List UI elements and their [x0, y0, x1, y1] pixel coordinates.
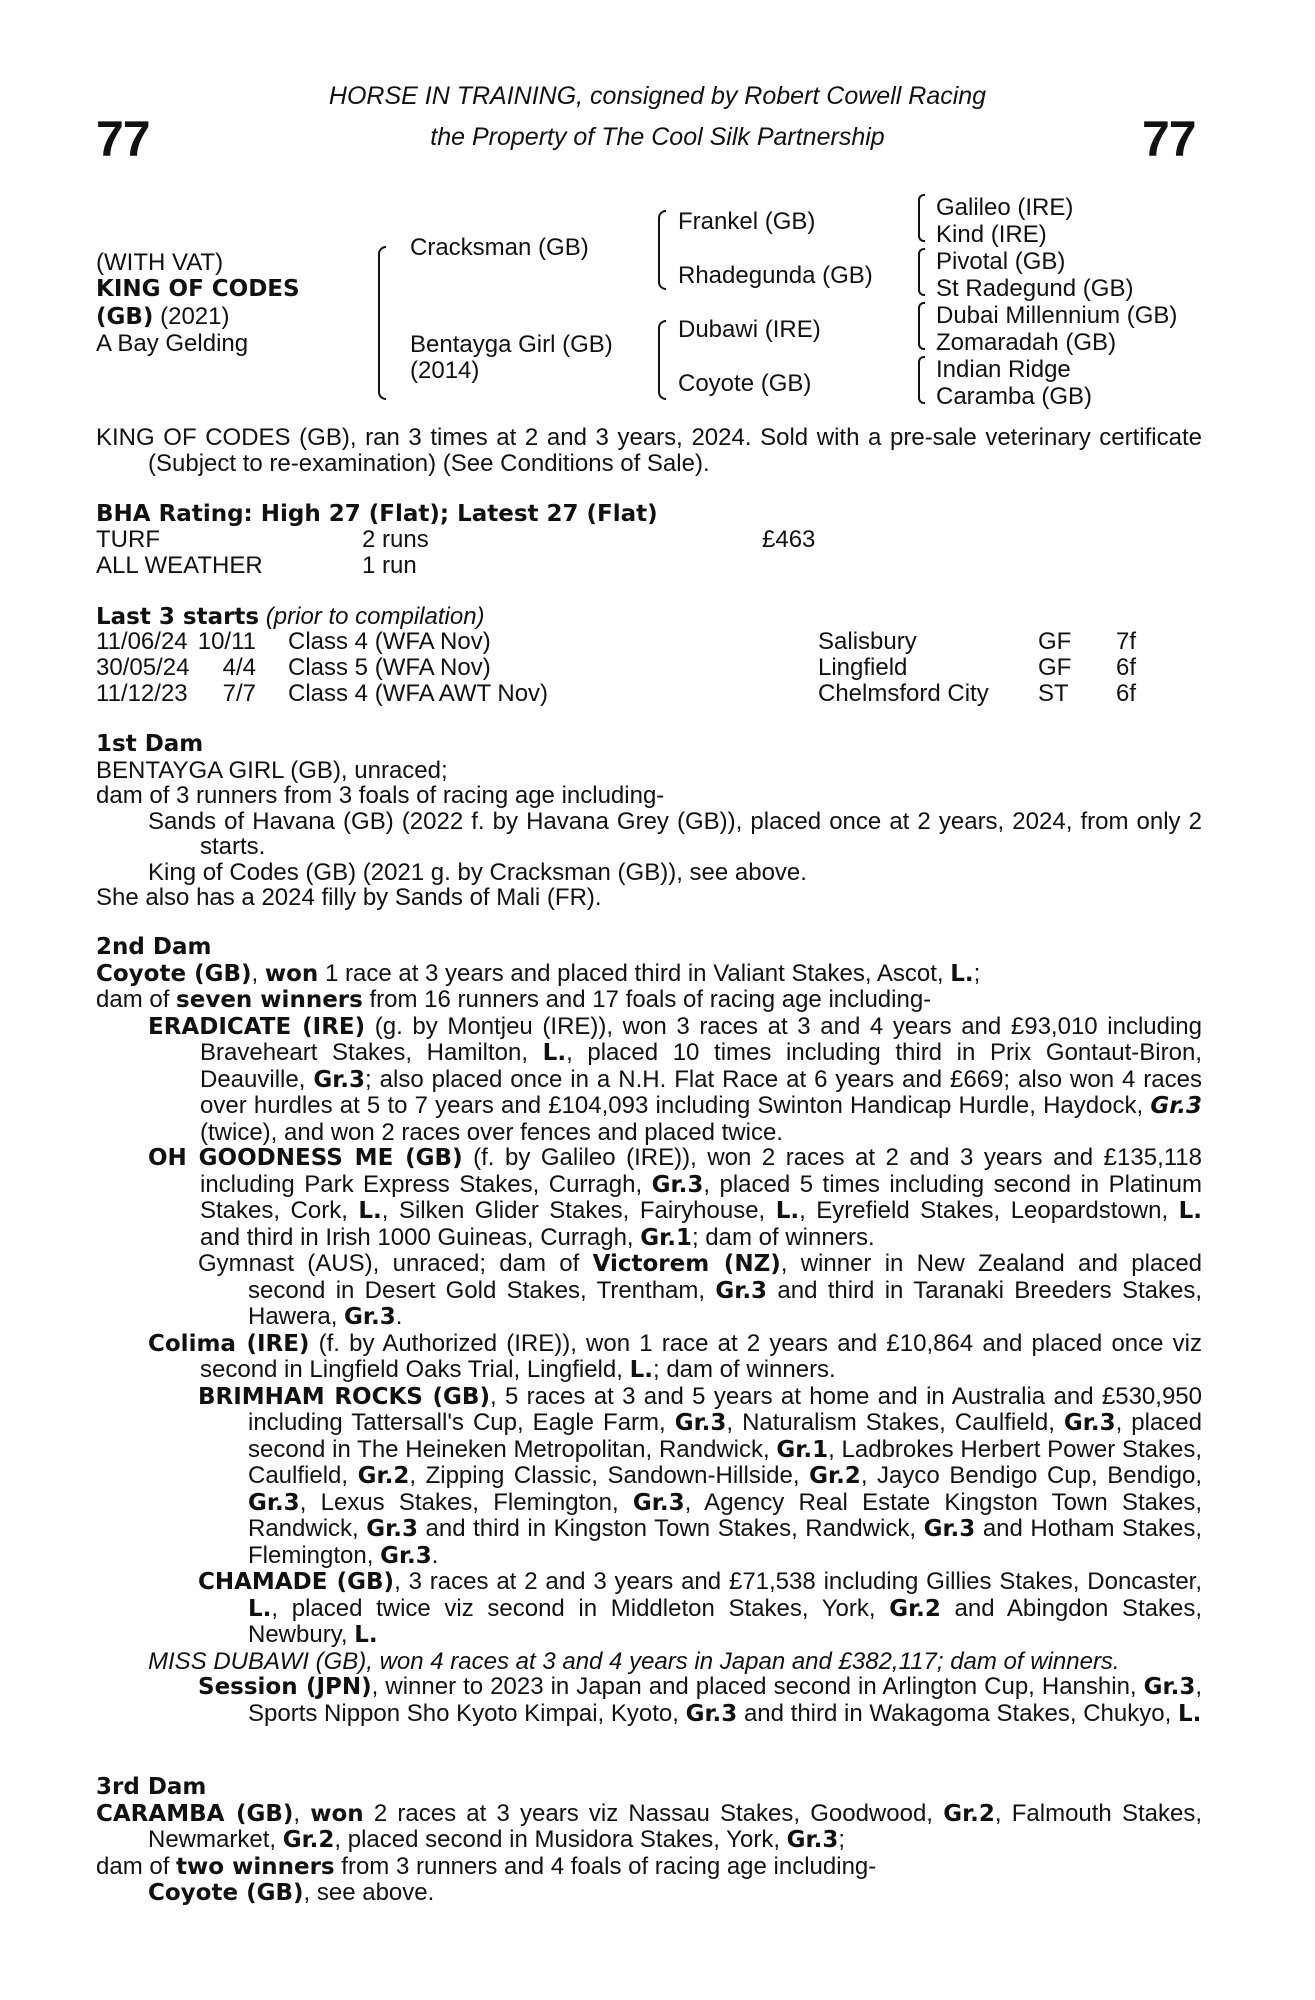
oh-goodness-me-entry: OH GOODNESS ME (GB) (f. by Galileo (IRE)), won 2 races at 2 and 3 years and £135,118 including Park Express Stakes, Curragh, Gr.3, placed 5 times including second in Platinum Stakes, Cork, L., Silken Glider Stakes, Fairyhouse, L., Eyrefield Stakes, Leopardstown, L. and third in Irish 1000 Guineas, Curragh, Gr.1; dam of winners. — [148, 1144, 1203, 1251]
caramba-entry: CARAMBA (GB), won 2 races at 3 years viz Nassau Stakes, Goodwood, Gr.2, Falmouth Stakes, Newmarket, Gr.2, placed second in Musidora Stakes, York, Gr.3; — [96, 1799, 1203, 1853]
gen3-4: St Radegund (GB) — [936, 275, 1134, 302]
lot-number-left: 77 — [96, 111, 150, 167]
start-pos: 10/11 — [197, 628, 256, 655]
pedigree-brace-5 — [918, 248, 925, 296]
start-date: 11/12/23 — [96, 680, 188, 707]
header-property: the Property of The Cool Silk Partnership — [430, 123, 885, 151]
start-race: Class 4 (WFA Nov) — [288, 628, 491, 655]
miss-dubawi-entry: MISS DUBAWI (GB), won 4 races at 3 and 4 years in Japan and £382,117; dam of winners. — [148, 1647, 1120, 1675]
gen3-2: Kind (IRE) — [936, 221, 1047, 248]
start-going: ST — [1038, 680, 1069, 707]
gen3-3: Pivotal (GB) — [936, 248, 1066, 275]
start-pos: 4/4 — [222, 654, 256, 681]
start-going: GF — [1038, 654, 1072, 681]
pedigree-brace-4 — [918, 194, 925, 242]
third-dam-heading: 3rd Dam — [96, 1774, 207, 1800]
gen3-7: Indian Ridge — [936, 356, 1071, 383]
dam: Bentayga Girl (GB) — [410, 331, 613, 358]
start-course: Chelmsford City — [818, 680, 989, 707]
horse-country-year: (GB) (2021) — [96, 303, 230, 330]
eradicate-entry: ERADICATE (IRE) (g. by Montjeu (IRE)), won 3 races at 3 and 4 years and £93,010 including Braveheart Stakes, Hamilton, L., placed 10 times including third in Prix Gontaut-Biron, Deauville, Gr.3; also placed once in a N.H. Flat Race at 6 years and £669; also won 4 races over hurdles at 5 to 7 years and £104,093 including Swinton Handicap Hurdle, Haydock, Gr.3 (twice), and won 2 races over fences and placed twice. — [148, 1012, 1203, 1146]
horse-name: KING OF CODES — [96, 276, 300, 302]
gen3-8: Caramba (GB) — [936, 383, 1093, 410]
start-date: 11/06/24 — [96, 628, 188, 655]
start-course: Salisbury — [818, 628, 917, 655]
turf-prize: £463 — [762, 526, 816, 553]
start-race: Class 4 (WFA AWT Nov) — [288, 680, 549, 707]
turf-runs: 2 runs — [362, 526, 429, 553]
pedigree-brace-3 — [658, 320, 666, 400]
start-going: GF — [1038, 628, 1072, 655]
start-dist: 6f — [1116, 680, 1137, 707]
lot-number-right: 77 — [1142, 111, 1196, 167]
colima-entry: Colima (IRE) (f. by Authorized (IRE)), won 1 race at 2 years and £10,864 and placed once viz second in Lingfield Oaks Trial, Lingfield, L.; dam of winners. — [148, 1329, 1202, 1383]
pedigree-brace-7 — [918, 356, 925, 404]
vat-note: (WITH VAT) — [96, 249, 224, 276]
sire: Cracksman (GB) — [410, 234, 589, 261]
start-date: 30/05/24 — [96, 654, 190, 681]
dam-year: (2014) — [410, 357, 480, 384]
coyote-line: Coyote (GB), won 1 race at 3 years and placed third in Valiant Stakes, Ascot, L.; — [96, 959, 981, 987]
last-starts-heading: Last 3 starts (prior to compilation) — [96, 603, 485, 630]
sire-sire: Frankel (GB) — [678, 208, 816, 235]
header-consignor: HORSE IN TRAINING, consigned by Robert Cowell Racing — [328, 82, 987, 110]
gen3-1: Galileo (IRE) — [936, 194, 1074, 221]
gen3-6: Zomaradah (GB) — [936, 329, 1117, 356]
start-dist: 7f — [1116, 628, 1137, 655]
bha-rating-title: BHA Rating: High 27 (Flat); Latest 27 (Flat) — [96, 501, 658, 527]
start-dist: 6f — [1116, 654, 1137, 681]
third-dam-section: 3rd Dam CARAMBA (GB), won 2 races at 3 years viz Nassau Stakes, Goodwood, Gr.2, Falmouth Stakes, Newmarket, Gr.2, placed second in Musidora Stakes, York, Gr.3; dam of two winners from 3 runners and 4 foals of racing age including- Coyote (GB), see above. — [96, 1774, 1203, 1906]
pedigree-brace-2 — [658, 210, 666, 290]
dam-dam: Coyote (GB) — [678, 370, 812, 397]
pedigree-brace-1 — [378, 246, 386, 400]
race-summary: KING OF CODES (GB), ran 3 times at 2 and 3 years, 2024. Sold with a pre-sale veterinary certificate (Subject to re-examination) (See Conditions of Sale). — [96, 424, 1202, 477]
first-dam-section: 1st Dam BENTAYGA GIRL (GB), unraced; dam of 3 runners from 3 foals of racing age including- Sands of Havana (GB) (2022 f. by Havana Grey (GB)), placed once at 2 years, 2024, from only 2 starts. King of Codes (GB) (2021 g. by Cracksman (GB)), see above. She also has a 2024 filly by Sands of Mali (FR). — [96, 731, 1202, 911]
second-dam-heading: 2nd Dam — [96, 934, 212, 960]
start-race: Class 5 (WFA Nov) — [288, 654, 491, 681]
start-pos: 7/7 — [222, 680, 256, 707]
first-dam-heading: 1st Dam — [96, 731, 204, 757]
aw-label: ALL WEATHER — [96, 552, 263, 579]
aw-runs: 1 run — [362, 552, 417, 579]
brimham-rocks-entry: BRIMHAM ROCKS (GB), 5 races at 3 and 5 years at home and in Australia and £530,950 including Tattersall's Cup, Eagle Farm, Gr.3, Naturalism Stakes, Caulfield, Gr.3, placed second in The Heineken Metropolitan, Randwick, Gr.1, Ladbrokes Herbert Power Stakes, Caulfield, Gr.2, Zipping Classic, Sandown-Hillside, Gr.2, Jayco Bendigo Cup, Bendigo, Gr.3, Lexus Stakes, Flemington, Gr.3, Agency Real Estate Kingston Town Stakes, Randwick, Gr.3 and third in Kingston Town Stakes, Randwick, Gr.3 and Hotham Stakes, Flemington, Gr.3. — [198, 1382, 1203, 1569]
session-entry: Session (JPN), winner to 2023 in Japan and placed second in Arlington Cup, Hanshin, Gr.3, Sports Nippon Sho Kyoto Kimpai, Kyoto, Gr.3 and third in Wakagoma Stakes, Chukyo, L. — [198, 1673, 1202, 1727]
start-course: Lingfield — [818, 654, 908, 681]
second-dam-section: 2nd Dam Coyote (GB), won 1 race at 3 years and placed third in Valiant Stakes, Ascot, L.; dam of seven winners from 16 runners and 17 foals of racing age including- ERADICATE (IRE) (g. by Montjeu (IRE)), won 3 races at 3 and 4 years and £93,010 including Braveheart Stakes, Hamilton, L., placed 10 times including third in Prix Gontaut-Biron, Deauville, Gr.3; also placed once in a N.H. Flat Race at 6 years and £669; also won 4 races over hurdles at 5 to 7 years and £104,093 including Swinton Handicap Hurdle, Haydock, Gr.3 (twice), and won 2 races over fences and placed twice. OH GOODNESS ME (GB) (f. by Galileo (IRE)), won 2 races at 2 and 3 years and £135,118 including Park Express Stakes, Curragh, Gr.3, placed 5 times including second in Platinum Stakes, Cork, L., Silken Glider Stakes, Fairyhouse, L., Eyrefield Stakes, Leopardstown, L. and third in Irish 1000 Guineas, Curragh, Gr.1; dam of winners. Gymnast (AUS), unraced; dam of Victorem (NZ), winner in New Zealand and placed second in Desert Gold Stakes, Trentham, Gr.3 and third in Taranaki Breeders Stakes, Hawera, Gr.3. Colima (IRE) (f. by Authorized (IRE)), won 1 race at 2 years and £10,864 and placed once viz second in Lingfield Oaks Trial, Lingfield, L.; dam of winners. BRIMHAM ROCKS (GB), 5 races at 3 and 5 years at home and in Australia and £530,950 including Tattersall's Cup, Eagle Farm, Gr.3, Naturalism Stakes, Caulfield, Gr.3, placed second in The Heineken Metropolitan, Randwick, Gr.1, Ladbrokes Herbert Power Stakes, Caulfield, Gr.2, Zipping Classic, Sandown-Hillside, Gr.2, Jayco Bendigo Cup, Bendigo, Gr.3, Lexus Stakes, Flemington, Gr.3, Agency Real Estate Kingston Town Stakes, Randwick, Gr.3 and third in Kingston Town Stakes, Randwick, Gr.3 and Hotham Stakes, Flemington, Gr.3. CHAMADE (GB), 3 races at 2 and 3 years and £71,538 including Gillies Stakes, Doncaster, L., placed twice viz second in Middleton Stakes, York, Gr.2 and Abingdon Stakes, Newbury, L. MISS DUBAWI (GB), won 4 races at 3 and 4 years in Japan and £382,117; dam of winners. Session (JPN), winner to 2023 in Japan and placed second in Arlington Cup, Hanshin, Gr.3, Sports Nippon Sho Kyoto Kimpai, Kyoto, Gr.3 and third in Wakagoma Stakes, Chukyo, L. — [96, 934, 1203, 1727]
horse-description: A Bay Gelding — [96, 330, 249, 357]
gen3-5: Dubai Millennium (GB) — [936, 302, 1178, 329]
pedigree-brace-6 — [918, 302, 925, 350]
dam-sire: Dubawi (IRE) — [678, 316, 821, 343]
turf-label: TURF — [96, 526, 160, 553]
gymnast-entry: Gymnast (AUS), unraced; dam of Victorem (NZ), winner in New Zealand and placed second in Desert Gold Stakes, Trentham, Gr.3 and third in Taranaki Breeders Stakes, Hawera, Gr.3. — [198, 1250, 1203, 1330]
chamade-entry: CHAMADE (GB), 3 races at 2 and 3 years and £71,538 including Gillies Stakes, Doncaster, L., placed twice viz second in Middleton Stakes, York, Gr.2 and Abingdon Stakes, Newbury, L. — [198, 1568, 1203, 1648]
sire-dam: Rhadegunda (GB) — [678, 262, 873, 289]
